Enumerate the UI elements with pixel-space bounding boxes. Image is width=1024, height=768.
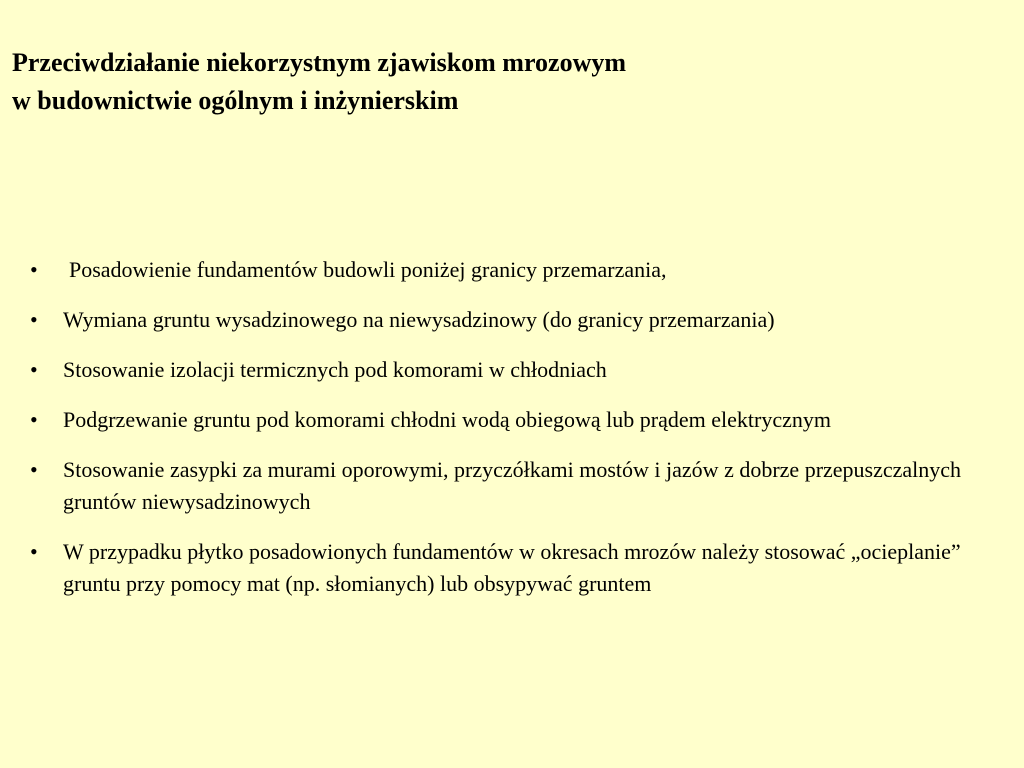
bullet-item-2 xyxy=(30,304,1000,336)
bullet-icon: • xyxy=(30,407,38,432)
bullet-list xyxy=(30,254,1000,618)
bullet-item-1 xyxy=(30,254,1000,286)
bullet-item-4 xyxy=(30,404,1000,436)
title-line-2: w budownictwie ogólnym i inżynierskim xyxy=(12,86,459,115)
bullet-text: W przypadku płytko posadowionych fundamentów w okresach mrozów należy stosować „ocieplanie” gruntu przy pomocy mat (np. słomianych) lub obsypywać gruntem xyxy=(63,539,961,596)
bullet-item-5 xyxy=(30,454,1000,518)
bullet-item-6 xyxy=(30,536,1000,600)
bullet-item-3 xyxy=(30,354,1000,386)
title-line-1: Przeciwdziałanie niekorzystnym zjawiskom mrozowym xyxy=(12,48,627,77)
bullet-icon: • xyxy=(30,307,38,332)
bullet-icon: • xyxy=(30,357,38,382)
bullet-text: Posadowienie fundamentów budowli poniżej granicy przemarzania, xyxy=(69,257,667,282)
bullet-text: Stosowanie izolacji termicznych pod komorami w chłodniach xyxy=(63,357,607,382)
bullet-text: Podgrzewanie gruntu pod komorami chłodni wodą obiegową lub prądem elektrycznym xyxy=(63,407,831,432)
bullet-icon: • xyxy=(30,257,38,282)
bullet-text: Stosowanie zasypki za murami oporowymi, przyczółkami mostów i jazów z dobrze przepuszczalnych gruntów niewysadzinowych xyxy=(63,457,962,514)
bullet-icon: • xyxy=(30,539,38,564)
slide-title xyxy=(12,44,1002,120)
bullet-text: Wymiana gruntu wysadzinowego na niewysadzinowy (do granicy przemarzania) xyxy=(63,307,775,332)
bullet-icon: • xyxy=(30,457,38,482)
